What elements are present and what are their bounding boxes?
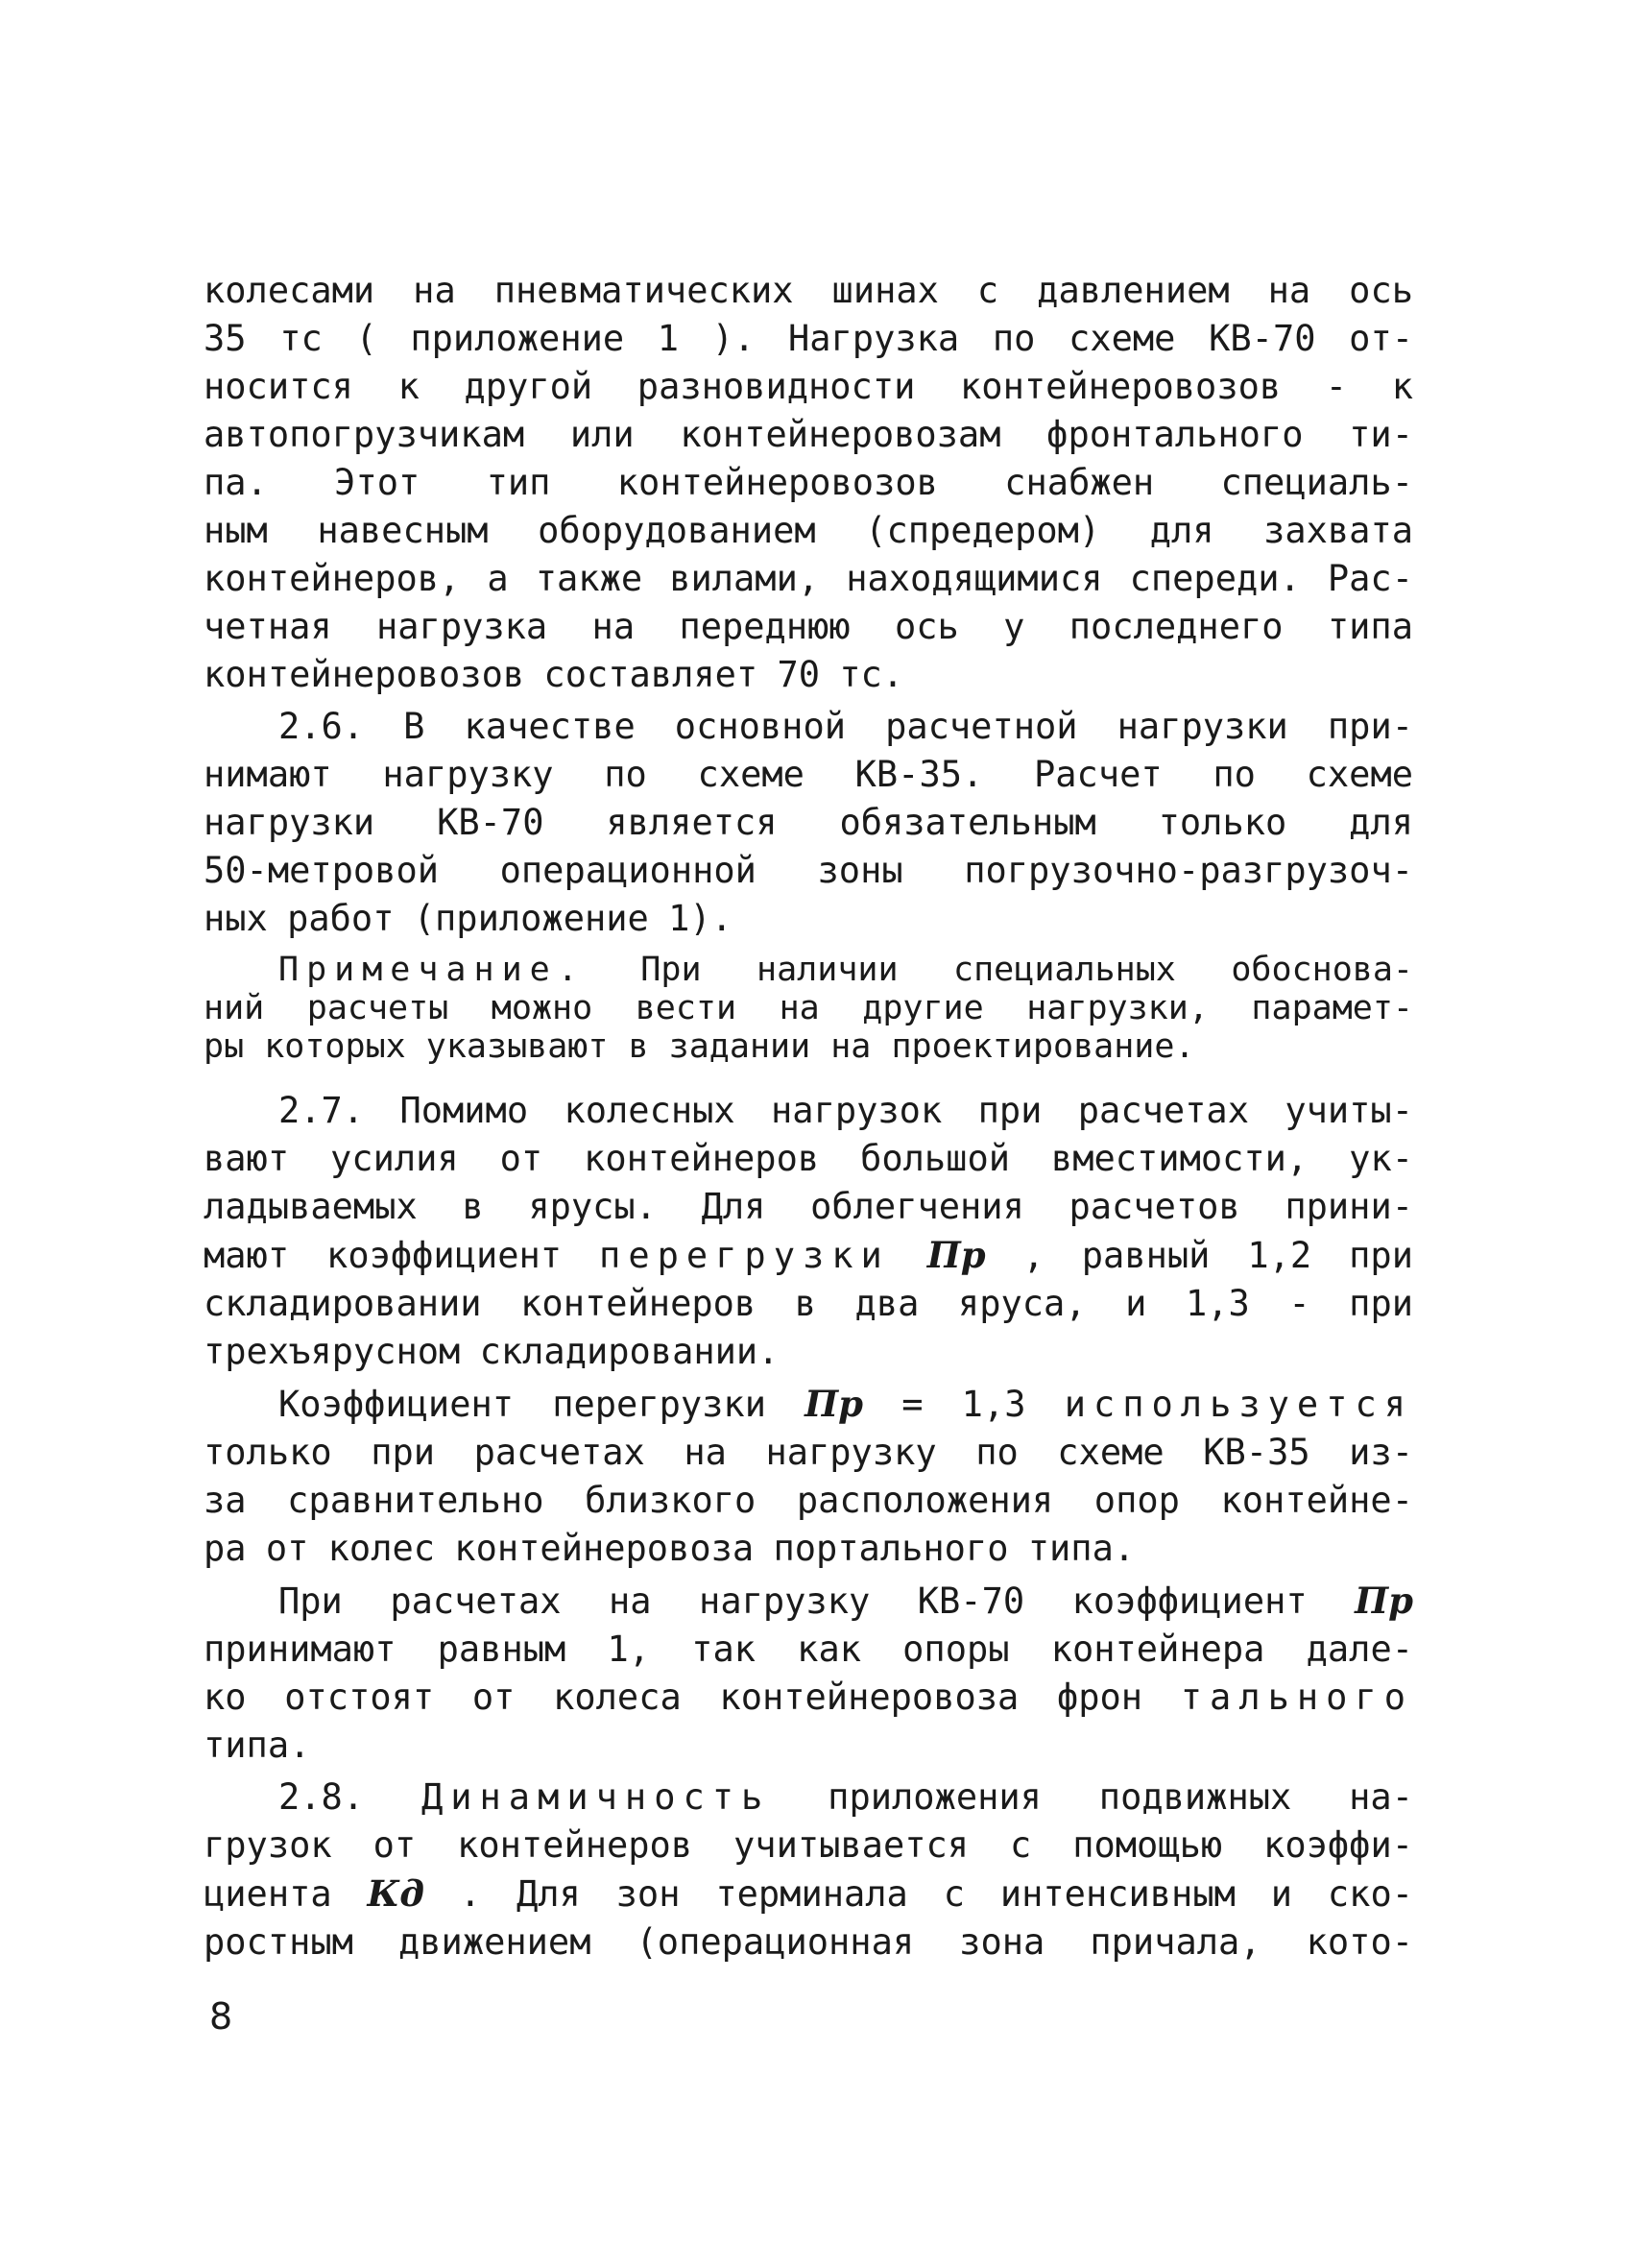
text-fragment: циента <box>204 1873 368 1915</box>
text-fragment: = 1,3 <box>863 1384 1065 1425</box>
note-label: Примечание. <box>278 951 586 989</box>
text-line: 2.7. Помимо колесных нагрузок при расчетах учиты- <box>278 1090 1413 1131</box>
text-fragment: При расчетах на нагрузку КВ-70 коэффициент <box>278 1580 1356 1622</box>
page-body <box>204 267 1413 1970</box>
coefficient-symbol: Пр <box>804 1383 864 1425</box>
text-line: только при расчетах на нагрузку по схеме КВ-35 из- <box>204 1432 1413 1473</box>
text-line: контейнеров, а также вилами, находящимися спереди. Рас- <box>204 558 1413 599</box>
paragraph-2-6 <box>204 703 1413 943</box>
note-text: При наличии специальных обоснова- <box>585 951 1413 989</box>
text-line: ладываемых в ярусы. Для облегчения расчетов прини- <box>204 1186 1413 1227</box>
text-line: носится к другой разновидности контейнеровозов - к <box>204 366 1413 407</box>
spaced-term: перегрузки <box>599 1235 890 1276</box>
paragraph-2-7-kv70 <box>204 1577 1413 1770</box>
text-fragment: . Для зон терминала с интенсивным и ско- <box>423 1873 1413 1915</box>
text-line: четная нагрузка на переднюю ось у последнего типа <box>204 606 1413 647</box>
text-fragment: мают коэффициент <box>204 1235 600 1276</box>
text-line: ных работ (приложение 1). <box>204 898 732 939</box>
text-line: складировании контейнеров в два яруса, и 1,3 - при <box>204 1283 1413 1324</box>
text-line: принимают равным 1, так как опоры контейнера дале- <box>204 1629 1413 1670</box>
paragraph-2-7-coefficient <box>204 1380 1413 1573</box>
text-line: ра от колес контейнеровоза портального типа. <box>204 1528 1136 1569</box>
paragraph-2-7 <box>204 1087 1413 1376</box>
text-line: грузок от контейнеров учитывается с помощью коэффи- <box>204 1824 1413 1866</box>
text-line: контейнеровозов составляет 70 тс. <box>204 654 904 695</box>
coefficient-symbol: Кд <box>367 1872 424 1915</box>
text-line: ры которых указывают в задании на проектирование. <box>204 1027 1195 1066</box>
text-line <box>204 951 1413 989</box>
text-fragment: , равный 1,2 при <box>985 1235 1413 1276</box>
text-line <box>204 1773 1413 1822</box>
text-line <box>204 1380 1413 1429</box>
paragraph-2-8 <box>204 1773 1413 1966</box>
text-line: ным навесным оборудованием (спредером) для захвата <box>204 510 1413 551</box>
paragraph-intro <box>204 267 1413 699</box>
text-fragment: ко отстоят от колеса контейнеровоза фрон <box>204 1677 1143 1718</box>
coefficient-symbol: Пр <box>926 1234 986 1276</box>
spaced-term: тального <box>1180 1677 1413 1718</box>
text-line: ний расчеты можно вести на другие нагрузки, парамет- <box>204 989 1413 1027</box>
text-line: 35 тс ( приложение 1 ). Нагрузка по схеме КВ-70 от- <box>204 318 1413 359</box>
text-line: за сравнительно близкого расположения опор контейне- <box>204 1480 1413 1521</box>
text-line: ростным движением (операционная зона причала, кото- <box>204 1921 1413 1963</box>
text-line: нагрузки КВ-70 является обязательным только для <box>204 802 1413 843</box>
spaced-term: Динамичность <box>420 1776 771 1818</box>
spaced-term: используется <box>1064 1384 1413 1425</box>
text-line <box>204 1870 1413 1918</box>
text-line: па. Этот тип контейнеровозов снабжен специаль- <box>204 462 1413 503</box>
text-line: трехъярусном складировании. <box>204 1331 780 1372</box>
text-line: нимают нагрузку по схеме КВ-35. Расчет по схеме <box>204 754 1413 795</box>
text-line <box>204 1577 1413 1626</box>
text-fragment: приложения подвижных на- <box>770 1776 1413 1818</box>
page-number: 8 <box>209 1995 233 2038</box>
coefficient-symbol: Пр <box>1355 1580 1413 1622</box>
text-line: автопогрузчикам или контейнеровозам фронтального ти- <box>204 414 1413 455</box>
note-block <box>204 951 1413 1066</box>
text-fragment: Коэффициент перегрузки <box>278 1384 805 1425</box>
text-line: 50-метровой операционной зоны погрузочно-разгрузоч- <box>204 850 1413 891</box>
text-line <box>204 1674 1413 1722</box>
text-line <box>204 1231 1413 1280</box>
text-line: вают усилия от контейнеров большой вместимости, ук- <box>204 1138 1413 1179</box>
text-line: 2.6. В качестве основной расчетной нагрузки при- <box>278 706 1413 747</box>
text-line: типа. <box>204 1725 311 1766</box>
text-fragment: 2.8. <box>278 1776 421 1818</box>
text-line: колесами на пневматических шинах с давлением на ось <box>204 270 1413 311</box>
